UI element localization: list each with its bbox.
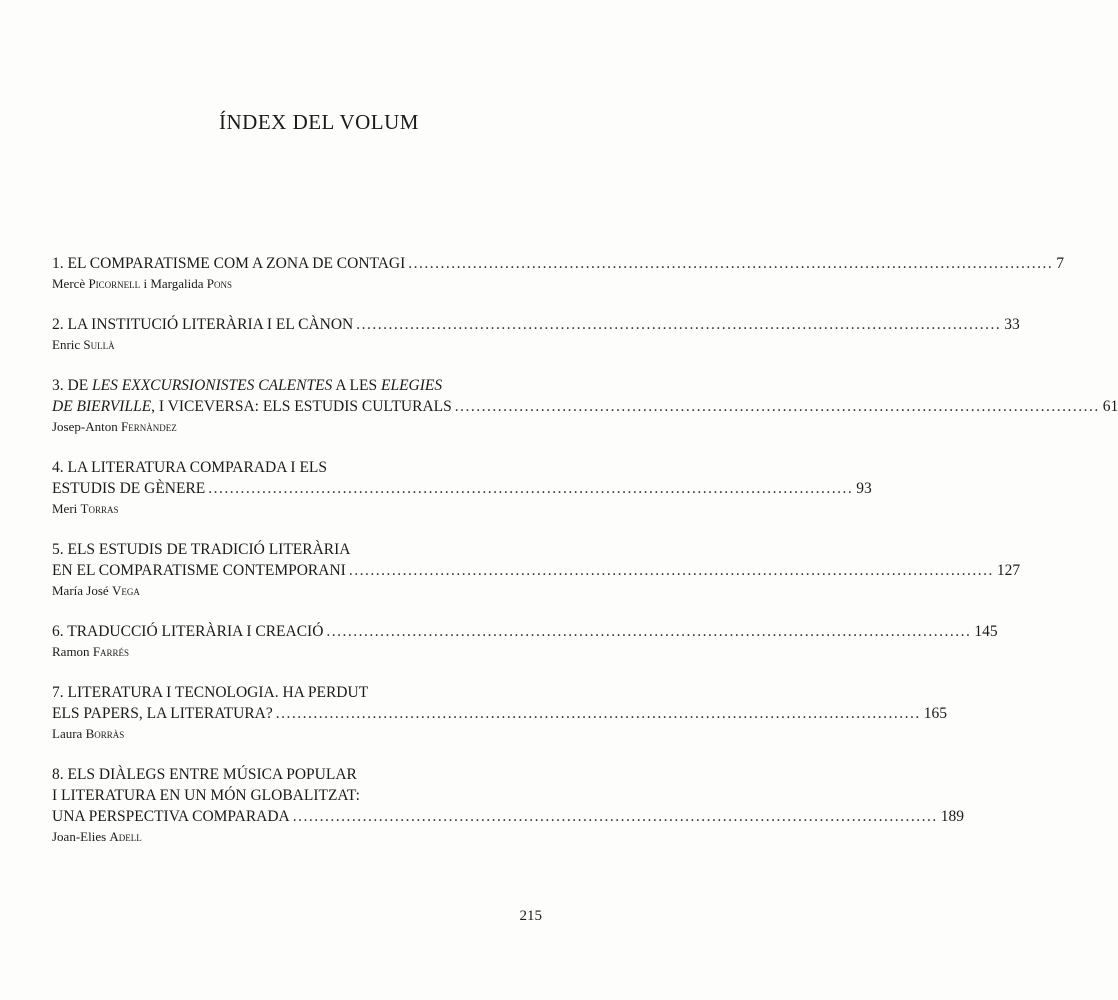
entry-title: ESTUDIS DE GÈNERE (52, 480, 206, 497)
entry-author: Ramon Farrés (52, 644, 130, 659)
toc-entry (52, 314, 1020, 355)
entry-title-line (52, 703, 948, 724)
entry-author: Enric Sullà (52, 337, 115, 352)
dot-leader: ........................................................................................................................ (292, 808, 938, 825)
entry-author: Mercè Picornell i Margalida Pons (52, 276, 232, 291)
toc-entry (52, 621, 998, 662)
entry-page: 61 (1102, 398, 1118, 415)
entry-title: ELS PAPERS, LA LITERATURA? (52, 705, 273, 722)
entry-title: 7. LITERATURA I TECNOLOGIA. HA PERDUT (52, 684, 369, 701)
page-number: 215 (519, 908, 542, 924)
dot-leader: ........................................................................................................................ (208, 480, 854, 497)
entry-title-line (52, 560, 1021, 581)
dot-leader: ........................................................................................................................ (348, 562, 994, 579)
entry-page: 189 (940, 808, 964, 825)
entry-title: 8. ELS DIÀLEGS ENTRE MÚSICA POPULAR (52, 766, 357, 783)
dot-leader: ........................................................................................................................ (275, 705, 921, 722)
entry-page: 127 (996, 562, 1021, 579)
dot-leader: ........................................................................................................................ (454, 398, 1100, 415)
toc-entry (52, 764, 964, 847)
toc-entry (52, 253, 1065, 294)
entry-page: 93 (856, 480, 872, 497)
entry-title: 1. EL COMPARATISME COM A ZONA DE CONTAGI (52, 255, 406, 272)
entry-title-line (52, 396, 1118, 417)
toc-entry (52, 375, 1118, 437)
entry-title-line (52, 375, 540, 396)
entry-title: 2. LA INSTITUCIÓ LITERÀRIA I EL CÀNON (52, 316, 354, 333)
entry-title-line (52, 785, 540, 806)
entry-page: 145 (974, 623, 998, 640)
toc-entry (52, 457, 872, 519)
entry-author: Joan-Elies Adell (52, 829, 142, 844)
entry-title: UNA PERSPECTIVA COMPARADA (52, 808, 290, 825)
entry-page: 33 (1004, 316, 1020, 333)
dot-leader: ........................................................................................................................ (326, 623, 972, 640)
entry-title: I LITERATURA EN UN MÓN GLOBALITZAT: (52, 787, 360, 804)
table-of-contents (52, 253, 1118, 867)
entry-author: Laura Borràs (52, 726, 125, 741)
entry-title-line (52, 478, 872, 499)
entry-page: 7 (1056, 255, 1065, 272)
page-title: ÍNDEX DEL VOLUM (219, 110, 419, 134)
entry-title-line (52, 682, 540, 703)
entry-title: 5. ELS ESTUDIS DE TRADICIÓ LITERÀRIA (52, 541, 351, 558)
entry-title-line (52, 253, 1065, 274)
toc-entry (52, 682, 948, 744)
entry-page: 165 (923, 705, 948, 722)
entry-title-line (52, 806, 964, 827)
entry-author: Josep-Anton Fernàndez (52, 419, 177, 434)
entry-title: EN EL COMPARATISME CONTEMPORANI (52, 562, 346, 579)
entry-author: Meri Torras (52, 501, 119, 516)
entry-title-line (52, 457, 540, 478)
entry-title: DE BIERVILLE, I VICEVERSA: ELS ESTUDIS CULTURALS (52, 398, 452, 415)
entry-title: 3. DE LES EXXCURSIONISTES CALENTES A LES ELEGIES (52, 377, 443, 394)
entry-title-line (52, 764, 540, 785)
dot-leader: ........................................................................................................................ (356, 316, 1002, 333)
entry-author: María José Vega (52, 583, 140, 598)
entry-title-line (52, 539, 540, 560)
entry-title: 4. LA LITERATURA COMPARADA I ELS (52, 459, 328, 476)
entry-title-line (52, 314, 1020, 335)
entry-title: 6. TRADUCCIÓ LITERÀRIA I CREACIÓ (52, 623, 324, 640)
dot-leader: ........................................................................................................................ (408, 255, 1054, 272)
toc-entry (52, 539, 1021, 601)
entry-title-line (52, 621, 998, 642)
